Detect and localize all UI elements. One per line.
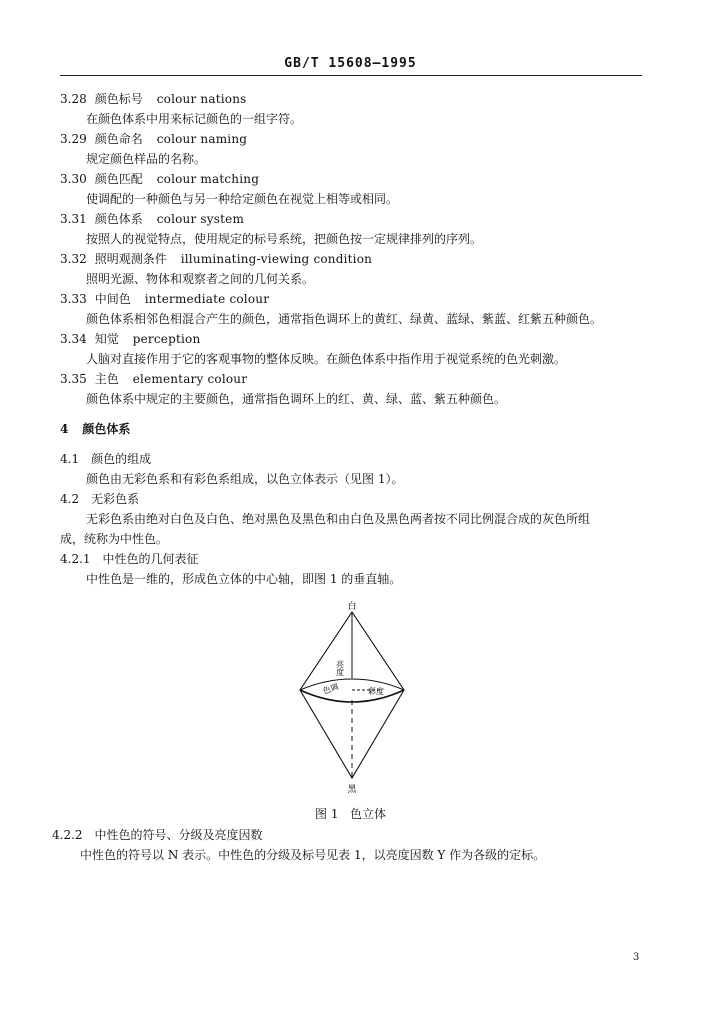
hue-ellipse-top <box>300 679 404 690</box>
section-number: 4.2.2 <box>52 828 83 842</box>
term-english: elementary colour <box>132 372 248 386</box>
term-chinese: 中间色 <box>94 292 131 306</box>
section-number: 4.2 <box>60 492 80 506</box>
term-3-34-heading <box>60 330 200 347</box>
term-chinese: 知觉 <box>94 332 119 346</box>
term-3-33-definition: 颜色体系相邻色相混合产生的颜色，通常指色调环上的黄红、绿黄、蓝绿、紫蓝、红紫五种颜色。 <box>86 312 603 326</box>
term-3-32-heading <box>60 250 372 267</box>
lightness-label: 亮度 <box>335 660 345 676</box>
section-4-2-2-text: 中性色的符号以 N 表示。中性色的分级及标号见表 1，以亮度因数 Y 作为各级的定标。 <box>80 848 546 862</box>
term-number: 3.28 <box>60 92 87 106</box>
term-chinese: 颜色标号 <box>94 92 143 106</box>
term-chinese: 颜色命名 <box>94 132 143 146</box>
section-number: 4 <box>60 422 69 436</box>
section-4-1-heading <box>60 450 151 467</box>
section-4-1-text: 颜色由无彩色系和有彩色系组成，以色立体表示（见图 1）。 <box>86 472 404 486</box>
term-3-28-heading <box>60 90 246 107</box>
section-4-2-text-line-2: 成，统称为中性色。 <box>60 532 169 546</box>
chroma-label: 彩度 <box>368 687 384 696</box>
standard-code-header: GB/T 15608—1995 <box>284 56 417 71</box>
term-english: perception <box>132 332 201 346</box>
term-chinese: 主色 <box>94 372 119 386</box>
section-title: 颜色体系 <box>82 422 131 436</box>
term-3-33-heading <box>60 290 269 307</box>
section-4-2-2-heading <box>52 826 263 843</box>
term-3-31-heading <box>60 210 244 227</box>
section-number: 4.1 <box>60 452 80 466</box>
section-4-heading <box>60 420 130 437</box>
term-3-30-definition: 使调配的一种颜色与另一种给定颜色在视觉上相等或相同。 <box>86 192 399 206</box>
header-divider <box>60 75 642 76</box>
term-number: 3.31 <box>60 212 87 226</box>
term-3-32-definition: 照明光源、物体和观察者之间的几何关系。 <box>86 272 315 286</box>
term-english: colour matching <box>156 172 260 186</box>
term-chinese: 颜色体系 <box>94 212 143 226</box>
term-english: colour nations <box>156 92 247 106</box>
section-title: 中性色的符号、分级及亮度因数 <box>94 828 263 842</box>
term-english: intermediate colour <box>144 292 270 306</box>
term-number: 3.34 <box>60 332 87 346</box>
term-chinese: 颜色匹配 <box>94 172 143 186</box>
term-chinese: 照明观测条件 <box>94 252 167 266</box>
term-3-34-definition: 人脑对直接作用于它的客观事物的整体反映。在颜色体系中指作用于视觉系统的色光刺激。 <box>86 352 567 366</box>
term-english: colour system <box>156 212 245 226</box>
term-english: colour naming <box>156 132 248 146</box>
section-number: 4.2.1 <box>60 552 91 566</box>
term-3-29-heading <box>60 130 247 147</box>
section-4-2-1-text: 中性色是一维的，形成色立体的中心轴，即图 1 的垂直轴。 <box>86 572 402 586</box>
term-english: illuminating-viewing condition <box>180 252 373 266</box>
term-3-28-definition: 在颜色体系中用来标记颜色的一组字符。 <box>86 112 303 126</box>
term-number: 3.33 <box>60 292 87 306</box>
section-title: 中性色的几何表征 <box>102 552 199 566</box>
hue-label: 色调 <box>321 681 340 696</box>
section-4-2-heading <box>60 490 139 507</box>
term-number: 3.29 <box>60 132 87 146</box>
term-3-35-definition: 颜色体系中规定的主要颜色，通常指色调环上的红、黄、绿、蓝、紫五种颜色。 <box>86 392 507 406</box>
section-title: 颜色的组成 <box>91 452 152 466</box>
section-4-2-text-line-1: 无彩色系由绝对白色及白色、绝对黑色及黑色和由白色及黑色两者按不同比例混合成的灰色所组 <box>86 512 591 526</box>
term-3-35-heading <box>60 370 247 387</box>
term-number: 3.32 <box>60 252 87 266</box>
white-label: 白 <box>347 602 357 612</box>
term-3-29-definition: 规定颜色样品的名称。 <box>86 152 207 166</box>
colour-solid-figure <box>290 598 420 798</box>
term-3-30-heading <box>60 170 259 187</box>
term-3-31-definition: 按照人的视觉特点，使用规定的标号系统，把颜色按一定规律排列的序列。 <box>86 232 483 246</box>
black-label: 黑 <box>347 785 357 795</box>
section-4-2-1-heading <box>60 550 199 567</box>
figure-caption: 图 1 色立体 <box>315 807 386 821</box>
section-title: 无彩色系 <box>91 492 140 506</box>
term-number: 3.35 <box>60 372 87 386</box>
page-number: 3 <box>633 952 640 963</box>
term-number: 3.30 <box>60 172 87 186</box>
